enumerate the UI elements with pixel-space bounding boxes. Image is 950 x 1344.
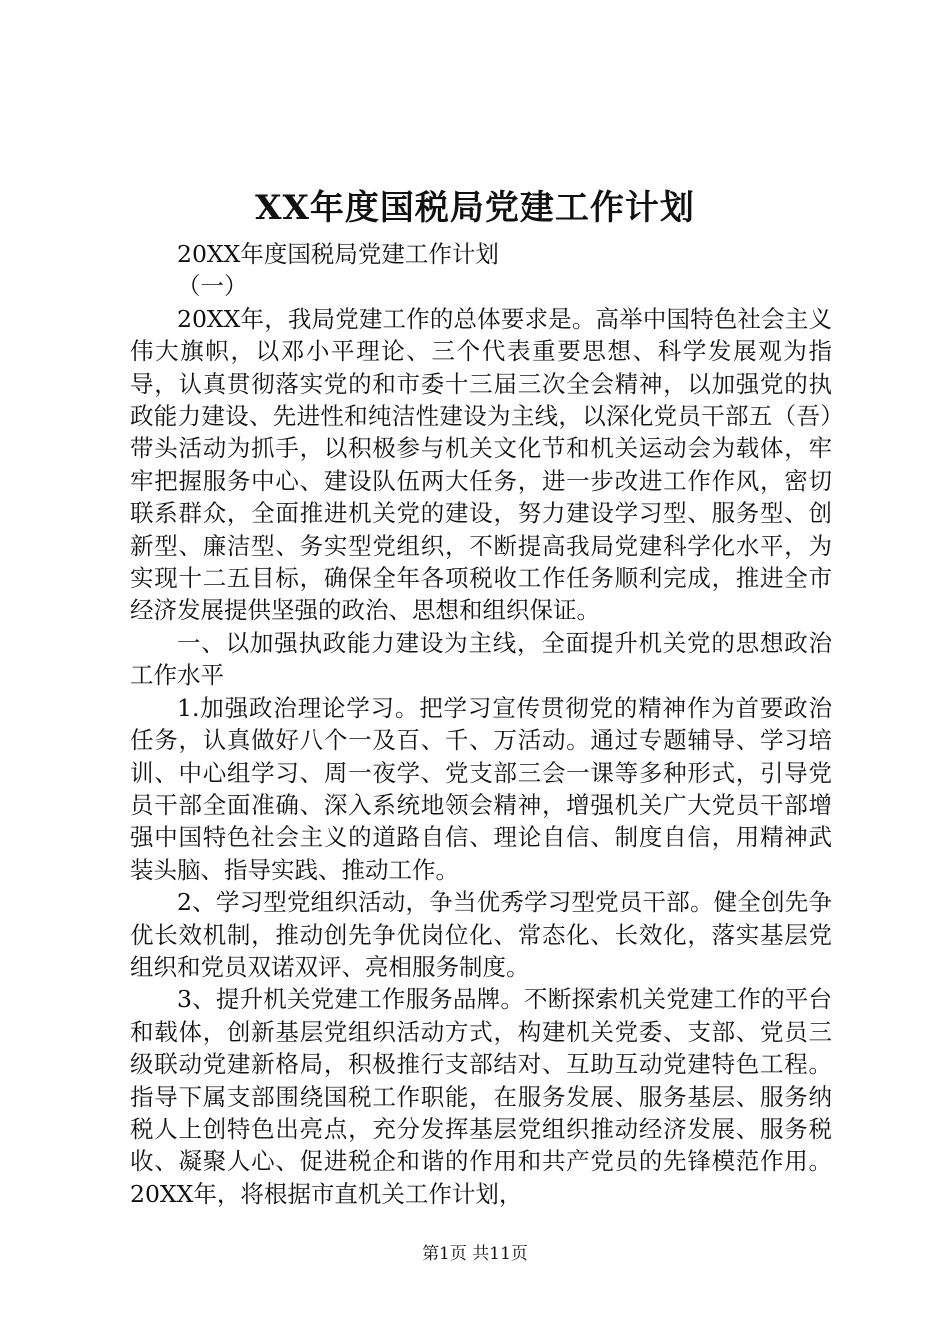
paragraph-general-requirements: 20XX年，我局党建工作的总体要求是。高举中国特色社会主义伟大旗帜，以邓小平理论、三个代表重要思想、科学发展观为指导，认真贯彻落实党的和市委十三届三次全会精神，以加强党的执政能力建设、先进性和纯洁性建设为主线，以深化党员干部五（吾）带头活动为抓手，以积极参与机关文化节和机关运动会为载体，牢牢把握服务中心、建设队伍两大任务，进一步改进工作作风，密切联系群众，全面推进机关党的建设，努力建设学习型、服务型、创新型、廉洁型、务实型党组织，不断提高我局党建科学化水平，为实现十二五目标，确保全年各项税收工作任务顺利完成，推进全市经济发展提供坚强的政治、思想和组织保证。: [130, 304, 832, 625]
section-marker: （一）: [177, 272, 248, 301]
document-body: [130, 238, 832, 1210]
document-subtitle: 20XX年度国税局党建工作计划: [177, 240, 499, 268]
paragraph-item-2: 2、学习型党组织活动，争当优秀学习型党员干部。健全创先争优长效机制，推动创先争优岗位化、常态化、长效化，落实基层党组织和党员双诺双评、亮相服务制度。: [130, 888, 832, 981]
paragraph-item-3: 3、提升机关党建工作服务品牌。不断探索机关党建工作的平台和载体，创新基层党组织活动方式，构建机关党委、支部、党员三级联动党建新格局，积极推行支部结对、互助互动党建特色工程。指导下属支部围绕国税工作职能，在服务发展、服务基层、服务纳税人上创特色出亮点，充分发挥基层党组织推动经济发展、服务税收、凝聚人心、促进税企和谐的作用和共产党员的先锋模范作用。20XX年，将根据市直机关工作计划，: [130, 985, 832, 1208]
document-title: XX年度国税局党建工作计划: [255, 188, 695, 228]
page-number-footer: 第1页 共11页: [422, 1244, 528, 1264]
paragraph-item-1: 1.加强政治理论学习。把学习宣传贯彻党的精神作为首要政治任务，认真做好八个一及百、千、万活动。通过专题辅导、学习培训、中心组学习、周一夜学、党支部三会一课等多种形式，引导党员干部全面准确、深入系统地领会精神，增强机关广大党员干部增强中国特色社会主义的道路自信、理论自信、制度自信，用精神武装头脑、指导实践、推动工作。: [130, 693, 832, 884]
section-heading-1: 一、以加强执政能力建设为主线，全面提升机关党的思想政治工作水平: [130, 628, 832, 690]
